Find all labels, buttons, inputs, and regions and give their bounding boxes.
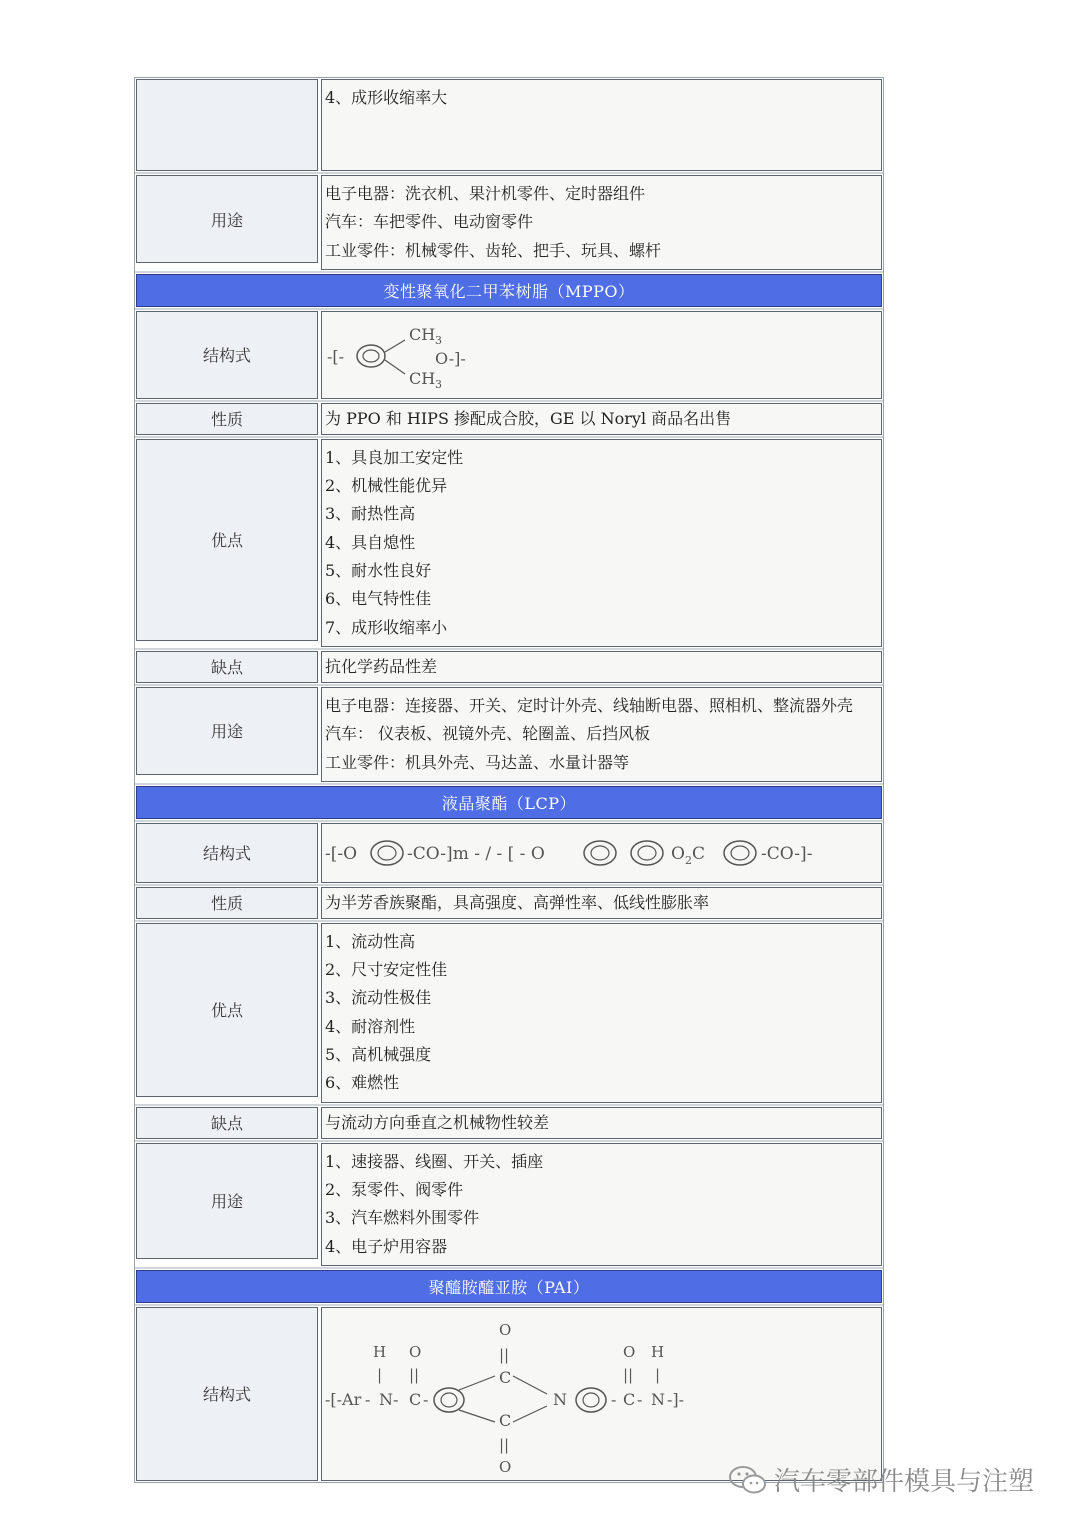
svg-text:-[-Ar: -[-Ar	[325, 1389, 362, 1409]
row-label: 结构式	[136, 311, 318, 399]
svg-text:-: -	[423, 1389, 429, 1409]
svg-text:||: ||	[623, 1365, 634, 1384]
table-row	[135, 271, 883, 308]
table-row	[135, 820, 883, 884]
list-item: 1、具良加工安定性	[325, 447, 464, 467]
section-header-mppo: 变性聚氧化二甲苯树脂（MPPO）	[136, 274, 882, 307]
svg-text:H: H	[651, 1342, 665, 1361]
list-item: 6、难燃性	[325, 1073, 400, 1093]
svg-text:CH: CH	[409, 368, 436, 388]
svg-text:|: |	[655, 1365, 661, 1384]
list-item: 7、成形收缩率小	[325, 617, 448, 637]
svg-text:||: ||	[409, 1365, 420, 1384]
lcp-formula-diagram	[325, 828, 835, 878]
row-content	[321, 687, 882, 782]
svg-text:-]-: -]-	[667, 1389, 685, 1409]
list-item: 汽车：车把零件、电动窗零件	[325, 212, 534, 232]
watermark-text: 汽车零部件模具与注塑	[774, 1467, 1035, 1497]
svg-text:O: O	[499, 1320, 512, 1339]
row-content: 为 PPO 和 HIPS 掺配成合胶，GE 以 Noryl 商品名出售	[321, 403, 882, 435]
row-content	[321, 175, 882, 270]
table-row	[135, 172, 883, 271]
svg-text:|: |	[377, 1365, 383, 1384]
list-item: 电子电器：连接器、开关、定时计外壳、线轴断电器、照相机、整流器外壳	[325, 695, 854, 715]
table-row	[135, 1140, 883, 1267]
row-label: 结构式	[136, 1307, 318, 1481]
svg-text:C: C	[692, 843, 706, 864]
table-row	[135, 1304, 883, 1482]
svg-text:-: -	[365, 1389, 371, 1409]
list-item: 5、耐水性良好	[325, 561, 432, 581]
watermark	[728, 1461, 1034, 1498]
row-content	[321, 1143, 882, 1266]
row-label: 缺点	[136, 651, 318, 683]
list-item: 4、具自熄性	[325, 532, 416, 552]
svg-text:O: O	[671, 843, 685, 864]
list-item: 工业零件：机具外壳、马达盖、水量计器等	[325, 752, 630, 772]
svg-text:N: N	[379, 1389, 393, 1409]
svg-text:-[-O: -[-O	[325, 843, 358, 864]
list-item: 4、成形收缩率大	[325, 88, 448, 107]
svg-text:O-]-: O-]-	[435, 348, 466, 368]
svg-text:C: C	[623, 1389, 636, 1409]
list-item: 工业零件：机械零件、齿轮、把手、玩具、螺杆	[325, 240, 662, 260]
svg-text:C: C	[409, 1389, 422, 1409]
svg-text:N: N	[651, 1389, 665, 1409]
list-item: 6、电气特性佳	[325, 589, 432, 609]
row-label: 结构式	[136, 823, 318, 883]
list-item: 3、汽车燃料外围零件	[325, 1208, 480, 1228]
svg-text:H: H	[373, 1342, 387, 1361]
svg-text:3: 3	[435, 377, 442, 391]
svg-text:-: -	[637, 1389, 643, 1409]
svg-text:-[-: -[-	[327, 346, 345, 366]
svg-text:-CO-]m - / - [ - O: -CO-]m - / - [ - O	[407, 843, 545, 864]
table-row	[135, 920, 883, 1104]
row-label: 用途	[136, 1143, 318, 1259]
list-item: 4、耐溶剂性	[325, 1016, 416, 1036]
svg-text:||: ||	[499, 1435, 510, 1454]
svg-text:2: 2	[685, 853, 692, 867]
row-content: 为半芳香族聚酯，具高强度、高弹性率、低线性膨胀率	[321, 887, 882, 919]
section-header-lcp: 液晶聚酯（LCP）	[136, 786, 882, 819]
table-row	[135, 308, 883, 400]
row-label: 用途	[136, 687, 318, 775]
svg-text:N: N	[553, 1389, 567, 1409]
materials-table	[134, 77, 884, 1483]
row-content	[321, 79, 882, 171]
list-item: 汽车： 仪表板、视镜外壳、轮圈盖、后挡风板	[325, 724, 651, 744]
table-row	[135, 884, 883, 920]
svg-text:O: O	[409, 1342, 422, 1361]
row-label: 用途	[136, 175, 318, 263]
row-label: 性质	[136, 887, 318, 919]
structural-formula	[321, 311, 882, 399]
row-content	[321, 439, 882, 647]
list-item: 5、高机械强度	[325, 1045, 432, 1065]
svg-text:3: 3	[435, 333, 442, 347]
pai-formula-diagram	[325, 1310, 705, 1478]
list-item: 2、泵零件、阀零件	[325, 1179, 464, 1199]
list-item: 3、流动性极佳	[325, 988, 432, 1008]
structural-formula	[321, 1307, 882, 1481]
row-content	[321, 923, 882, 1103]
list-item: 2、尺寸安定性佳	[325, 960, 448, 980]
table-row	[135, 684, 883, 783]
svg-text:-: -	[611, 1389, 617, 1409]
svg-text:-: -	[393, 1389, 399, 1409]
svg-text:-CO-]-: -CO-]-	[761, 843, 813, 864]
svg-text:C: C	[499, 1367, 512, 1387]
table-row	[135, 400, 883, 436]
mppo-formula-diagram	[325, 318, 485, 392]
section-header-pai: 聚醯胺醯亚胺（PAI）	[136, 1270, 882, 1303]
row-label	[136, 79, 318, 171]
structural-formula	[321, 823, 882, 883]
list-item: 3、耐热性高	[325, 504, 416, 524]
svg-text:C: C	[499, 1410, 512, 1430]
list-item: 2、机械性能优异	[325, 476, 448, 496]
row-label: 缺点	[136, 1107, 318, 1139]
row-content: 与流动方向垂直之机械物性较差	[321, 1107, 882, 1139]
row-label: 优点	[136, 439, 318, 641]
row-label: 优点	[136, 923, 318, 1097]
row-content: 抗化学药品性差	[321, 651, 882, 683]
table-row	[135, 783, 883, 820]
list-item: 1、流动性高	[325, 931, 416, 951]
wechat-icon	[728, 1463, 768, 1497]
list-item: 电子电器：洗衣机、果汁机零件、定时器组件	[325, 184, 646, 203]
svg-text:CH: CH	[409, 324, 436, 344]
table-row	[135, 648, 883, 684]
svg-text:O: O	[499, 1457, 512, 1476]
row-label: 性质	[136, 403, 318, 435]
table-row	[135, 1104, 883, 1140]
list-item: 1、速接器、线圈、开关、插座	[325, 1151, 544, 1171]
list-item: 4、电子炉用容器	[325, 1236, 448, 1256]
table-row	[135, 436, 883, 648]
svg-text:||: ||	[499, 1345, 510, 1364]
svg-text:O: O	[623, 1342, 636, 1361]
table-row	[135, 78, 883, 172]
table-row	[135, 1267, 883, 1304]
